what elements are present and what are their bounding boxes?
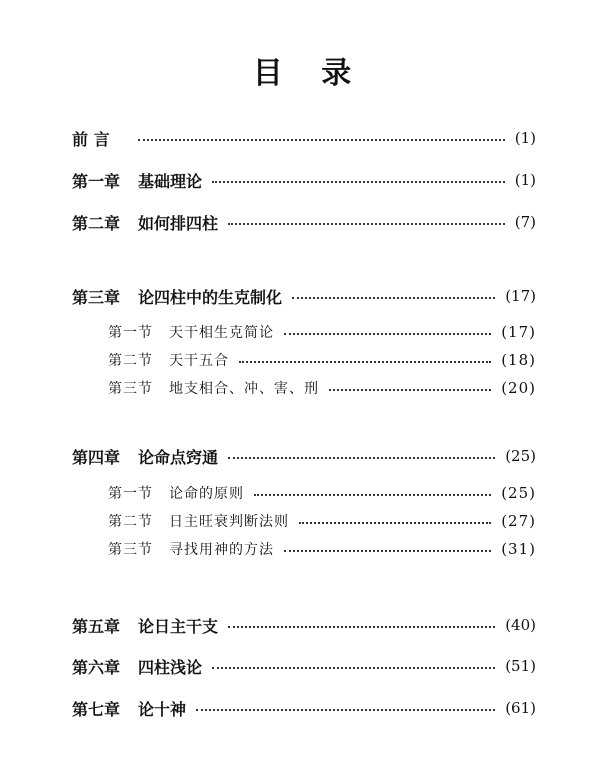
page-title: 目 录 (252, 56, 366, 91)
toc-entry-section-3-2[interactable] (108, 348, 536, 372)
entry-number: 第四章 (72, 447, 121, 467)
entry-page: (1) (514, 171, 536, 189)
entry-number: 第二节 (108, 353, 153, 369)
entry-page: (1) (514, 129, 536, 147)
toc-entry-chapter-7[interactable] (72, 696, 536, 720)
entry-title: 论命点窍通 (138, 447, 219, 467)
entry-page: (40) (505, 616, 536, 634)
entry-page: (25) (505, 447, 536, 465)
entry-page: (25) (501, 484, 536, 502)
dot-leader (228, 223, 505, 225)
toc-entry-preface[interactable] (72, 126, 536, 150)
toc-entry-chapter-3[interactable] (72, 284, 536, 308)
entry-number: 第一节 (108, 486, 153, 502)
dot-leader (212, 667, 495, 669)
entry-number: 前 言 (72, 129, 110, 149)
dot-leader (239, 361, 491, 363)
entry-title: 日主旺衰判断法则 (169, 514, 289, 530)
entry-number: 第一节 (108, 325, 153, 341)
entry-number: 第三节 (108, 381, 153, 397)
entry-number: 第二节 (108, 514, 153, 530)
entry-title: 四柱浅论 (138, 657, 203, 677)
dot-leader (329, 389, 491, 391)
dot-leader (138, 139, 505, 141)
entry-page: (27) (501, 512, 536, 530)
entry-page: (17) (505, 287, 536, 305)
entry-number: 第二章 (72, 213, 121, 233)
toc-entry-chapter-4[interactable] (72, 444, 536, 468)
entry-title: 论四柱中的生克制化 (138, 287, 283, 307)
dot-leader (284, 333, 491, 335)
entry-page: (51) (505, 657, 536, 675)
entry-page: (7) (514, 213, 536, 231)
entry-page: (18) (501, 351, 536, 369)
entry-title: 论十神 (138, 699, 187, 719)
entry-number: 第七章 (72, 699, 121, 719)
entry-page: (20) (501, 379, 536, 397)
toc-entry-section-4-1[interactable] (108, 481, 536, 505)
toc-entry-section-3-3[interactable] (108, 376, 536, 400)
entry-page: (17) (501, 323, 536, 341)
entry-page: (31) (501, 540, 536, 558)
entry-page: (61) (505, 699, 536, 717)
toc-entry-chapter-5[interactable] (72, 613, 536, 637)
dot-leader (299, 522, 491, 524)
entry-title: 如何排四柱 (138, 213, 219, 233)
dot-leader (292, 297, 495, 299)
dot-leader (284, 550, 491, 552)
toc-entry-chapter-1[interactable] (72, 168, 536, 192)
entry-title: 论日主干支 (138, 616, 219, 636)
entry-title: 地支相合、冲、害、刑 (169, 381, 319, 397)
toc-entry-section-4-3[interactable] (108, 537, 536, 561)
toc-entry-section-4-2[interactable] (108, 509, 536, 533)
entry-title: 寻找用神的方法 (169, 542, 274, 558)
toc-entry-chapter-6[interactable] (72, 654, 536, 678)
entry-title: 天干相生克简论 (169, 325, 274, 341)
entry-number: 第三章 (72, 287, 121, 307)
entry-number: 第三节 (108, 542, 153, 558)
dot-leader (212, 181, 505, 183)
dot-leader (228, 457, 495, 459)
entry-title: 论命的原则 (169, 486, 244, 502)
entry-title: 天干五合 (169, 353, 229, 369)
entry-number: 第一章 (72, 171, 121, 191)
entry-title: 基础理论 (138, 171, 203, 191)
dot-leader (196, 709, 495, 711)
dot-leader (228, 626, 495, 628)
entry-number: 第五章 (72, 616, 121, 636)
toc-entry-section-3-1[interactable] (108, 320, 536, 344)
dot-leader (254, 494, 491, 496)
toc-entry-chapter-2[interactable] (72, 210, 536, 234)
entry-number: 第六章 (72, 657, 121, 677)
